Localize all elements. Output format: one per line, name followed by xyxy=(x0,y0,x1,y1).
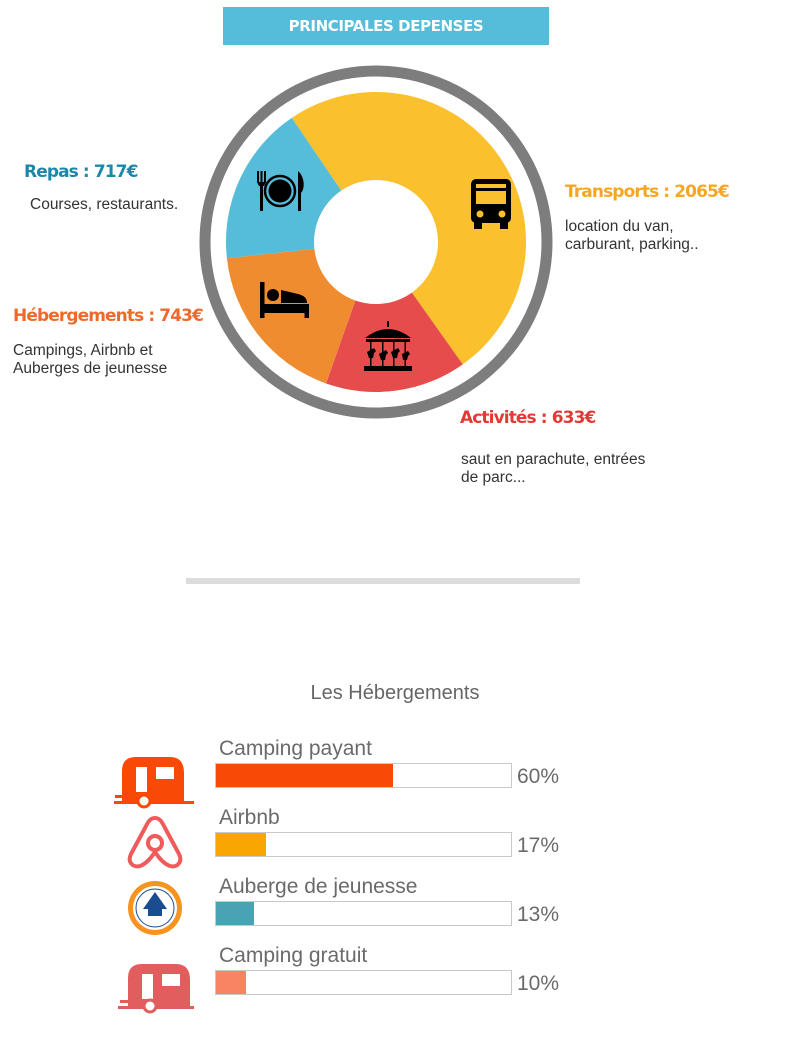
lodging-percent: 60% xyxy=(517,765,560,788)
lodging-bar-track xyxy=(215,970,512,995)
activites-description: saut en parachute, entrées de parc... xyxy=(461,451,646,486)
lodging-label: Airbnb xyxy=(219,806,280,829)
transports-title: Transports : 2065€ xyxy=(565,182,729,202)
lodging-percent: 13% xyxy=(517,903,560,926)
lodging-row xyxy=(0,875,796,943)
transports-description: location du van, carburant, parking.. xyxy=(565,218,699,253)
airbnb-icon xyxy=(114,812,196,870)
lodging-row xyxy=(0,806,796,874)
expenses-donut-chart xyxy=(198,60,558,425)
activites-title: Activités : 633€ xyxy=(460,408,596,428)
lodging-label: Auberge de jeunesse xyxy=(219,875,418,898)
chart-title-banner: PRINCIPALES DEPENSES xyxy=(223,7,549,45)
lodging-label: Camping gratuit xyxy=(219,944,368,967)
lodging-bar xyxy=(216,833,266,856)
hebergements-title: Hébergements : 743€ xyxy=(13,306,203,326)
camper-icon xyxy=(114,751,196,809)
section-divider xyxy=(186,578,580,584)
camper-icon xyxy=(114,956,196,1014)
lodging-section-title: Les Hébergements xyxy=(310,682,480,704)
lodging-bar-track xyxy=(215,901,512,926)
lodging-label: Camping payant xyxy=(219,737,372,760)
lodging-bar-track xyxy=(215,763,512,788)
hostelling-icon xyxy=(114,879,196,937)
lodging-bar-track xyxy=(215,832,512,857)
lodging-bar xyxy=(216,902,254,925)
repas-title: Repas : 717€ xyxy=(24,162,138,182)
lodging-bar xyxy=(216,971,246,994)
repas-description: Courses, restaurants. xyxy=(30,196,179,213)
lodging-bar xyxy=(216,764,393,787)
lodging-percent: 10% xyxy=(517,972,560,995)
bus-icon xyxy=(471,179,511,229)
lodging-row xyxy=(0,737,796,805)
hebergements-description: Campings, Airbnb et Auberges de jeunesse xyxy=(13,342,168,377)
lodging-percent: 17% xyxy=(517,834,560,857)
lodging-row xyxy=(0,944,796,1012)
